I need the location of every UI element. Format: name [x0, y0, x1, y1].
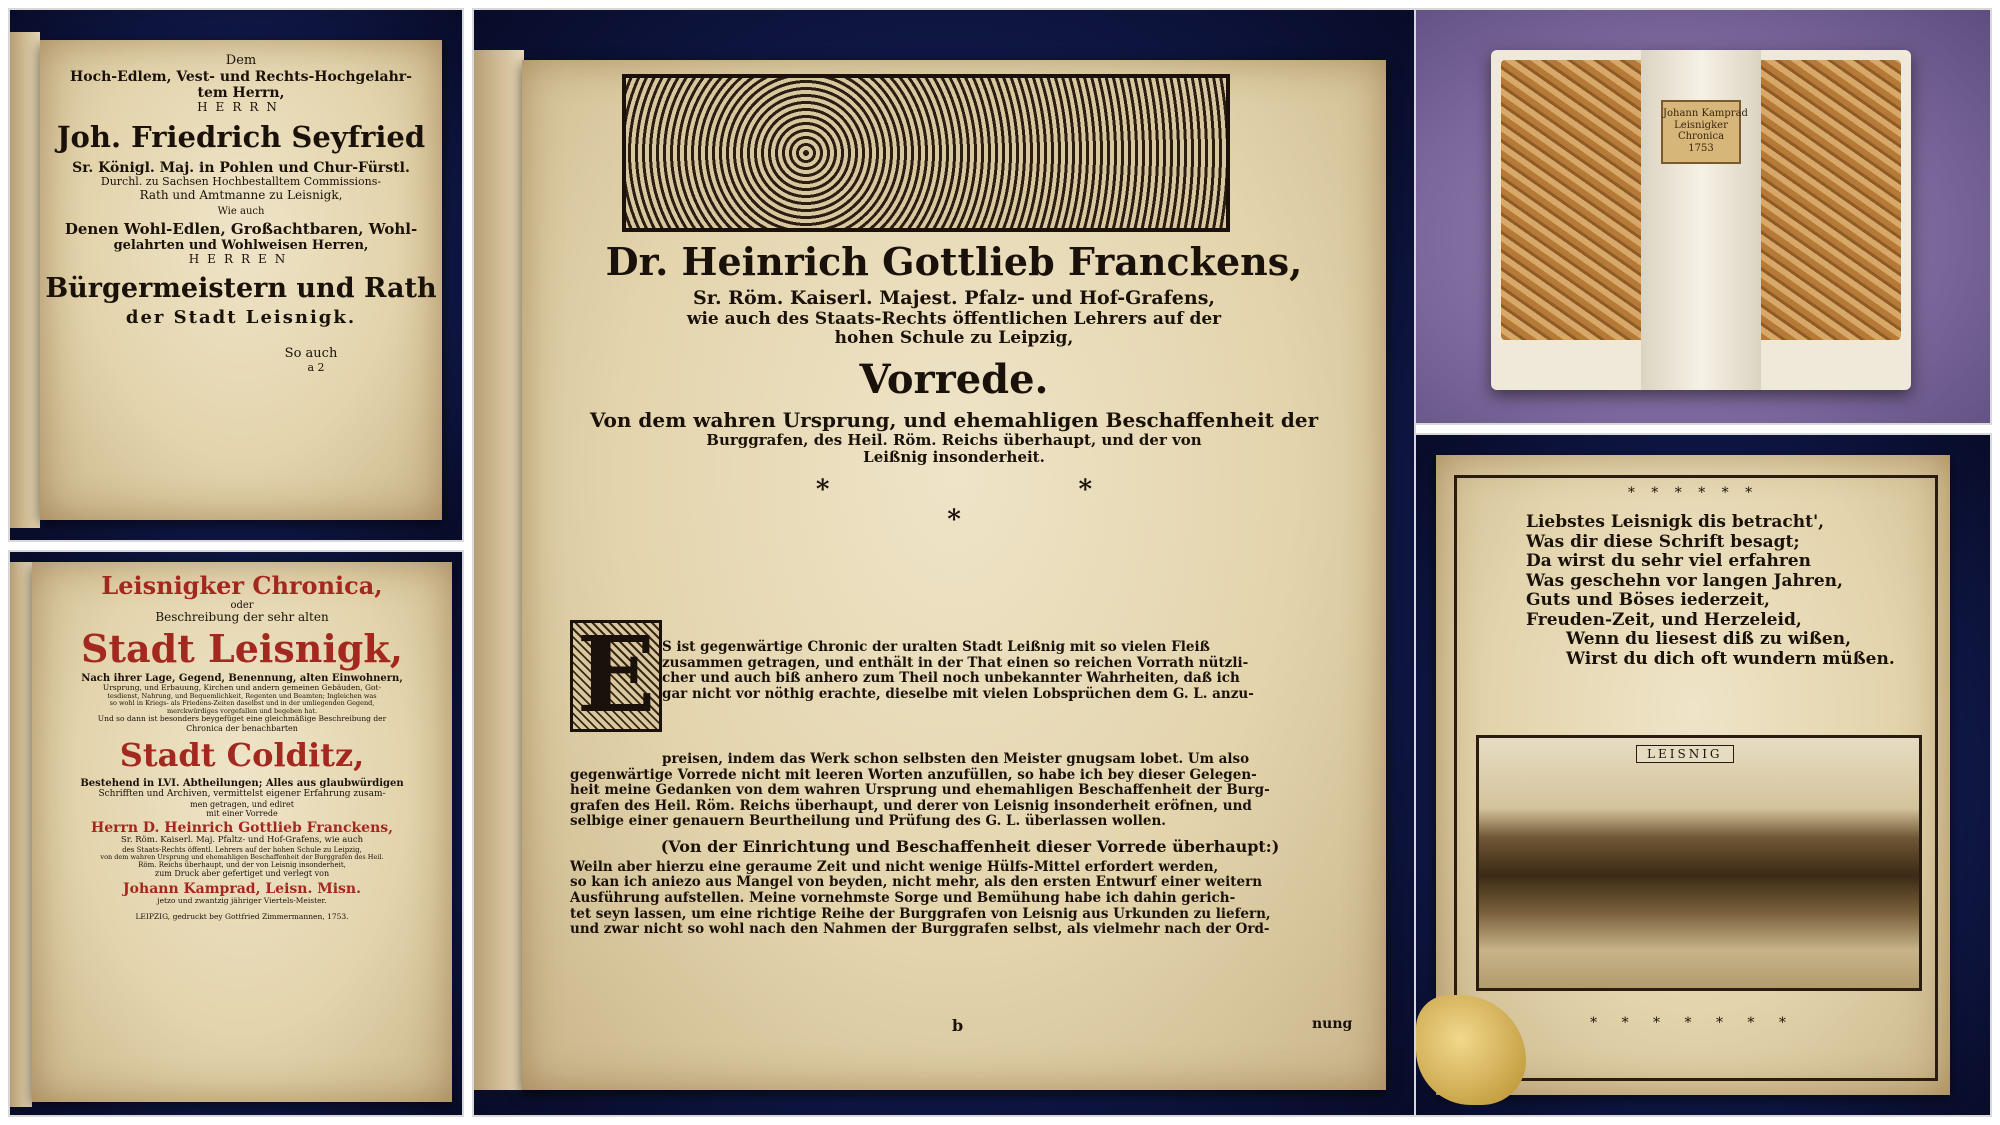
dedication-line: Hoch-Edlem, Vest- und Rechts-Hochgelahr- — [70, 68, 412, 85]
dedication-heading: Bürgermeistern und Rath — [45, 273, 437, 305]
preface-body-line: Weiln aber hierzu eine geraume Zeit und nicht wenige Hülfs-Mittel erfordert werden, — [570, 858, 1219, 875]
preface-subtitle: wie auch des Staats-Rechts öffentlichen Lehrers auf der — [686, 308, 1222, 329]
preface-body-line: preisen, indem das Werk schon selbsten den Meister gnugsam lobet. Um also — [662, 751, 1250, 767]
preface-subtitle: hohen Schule zu Leipzig, — [834, 328, 1074, 349]
photo-preface-page — [474, 10, 1414, 1115]
preface-body-line: selbige einer genauern Beurtheilung und Prüfung des G. L. überlassen wollen. — [570, 813, 1166, 830]
dedication-line: Rath und Amtmanne zu Leisnigk, — [139, 188, 343, 202]
title-line: Beschreibung der sehr alten — [155, 610, 329, 625]
dedication-line: Durchl. zu Sachsen Hochbestalltem Commissions- — [100, 175, 382, 189]
photo-book-binding — [1416, 10, 1990, 423]
preface-subhead: (Von der Einrichtung und Beschaffenheit dieser Vorrede überhaupt:) — [660, 836, 1280, 856]
dedication-line: der Stadt Leisnigk. — [125, 307, 357, 329]
dedication-page — [40, 40, 442, 520]
title-line: Bestehend in LVI. Abtheilungen; Alles aus glaubwürdigen — [80, 777, 404, 789]
title-line: Sr. Röm. Kaiserl. Maj. Pfaltz- und Hof-Grafens, wie auch — [120, 835, 364, 846]
marbled-board-left — [1501, 60, 1641, 340]
poem-line: Freuden-Zeit, und Herzeleid, — [1526, 609, 1802, 630]
spine-label-line: Chronica — [1677, 131, 1725, 142]
preface-topic: Burggrafen, des Heil. Röm. Reichs überhaupt, und der von — [706, 430, 1202, 449]
dedication-line: So auch — [284, 346, 338, 362]
title-city-leisnigk: Stadt Leisnigk, — [81, 625, 403, 671]
poem-line: Guts und Böses iederzeit, — [1526, 590, 1770, 611]
preface-body-line: heit meine Gedanken von dem wahren Ursprung und ehemahligen Beschaffenheit der Burg- — [570, 782, 1270, 799]
preface-page — [522, 60, 1386, 1090]
page-edge — [10, 562, 32, 1107]
poem-stars-bottom: * * * * * * * — [1590, 1015, 1796, 1031]
page-edge — [10, 32, 40, 528]
title-line: zum Druck aber gefertiget und verlegt von — [154, 869, 330, 879]
dedication-line: Wie auch — [217, 205, 265, 217]
preface-body-line: grafen des Heil. Röm. Reichs überhaupt, und derer von Leisnig insonderheit eröfnen, und — [570, 797, 1252, 814]
title-line: Und so dann ist besonders beygefüget eine gleichmäßige Beschreibung der — [97, 714, 387, 724]
woodcut-banner: LEISNIG — [1636, 745, 1734, 763]
title-line: so wohl in Kriegs- als Friedens-Zeiten daselbst und in der umliegenden Gegend, — [109, 699, 375, 708]
title-city-colditz: Stadt Colditz, — [119, 735, 365, 774]
poem-line: Da wirst du sehr viel erfahren — [1526, 551, 1811, 572]
dedication-line: tem Herrn, — [197, 85, 285, 102]
preface-body-line: so kan ich aniezo aus Mangel von beyden, nicht mehr, als den ersten Entwurf einer weitern — [570, 874, 1263, 891]
preface-body-line: S ist gegenwärtige Chronic der uralten Stadt Leißnig mit so vielen Fleiß — [662, 639, 1210, 655]
title-line: des Staats-Rechts öffentl. Lehrers auf der hohen Schule zu Leipzig, — [122, 845, 362, 854]
poem-line: Was geschehn vor langen Jahren, — [1526, 570, 1843, 591]
woodcut-city-view — [1476, 735, 1922, 991]
preface-subtitle: Sr. Röm. Kaiserl. Majest. Pfalz- und Hof-Grafens, — [692, 286, 1216, 309]
preface-body-line: und zwar nicht so wohl nach den Nahmen der Burggrafen selbst, als vielmehr nach der Ord- — [570, 921, 1270, 938]
page-signature: b — [952, 1016, 964, 1035]
preface-author: Dr. Heinrich Gottlieb Franckens, — [605, 239, 1303, 284]
title-line: Schrifften und Archiven, vermittelst eigener Erfahrung zusam- — [98, 789, 386, 800]
preface-topic: Leißnig insonderheit. — [863, 447, 1045, 466]
preface-body-line: Ausführung aufstellen. Meine vornehmste Sorge und Bemühung habe ich dahin gerich- — [570, 890, 1236, 906]
photo-frontispiece — [1416, 435, 1990, 1115]
preface-body-line: tet seyn lassen, um eine richtige Reihe der Burggrafen von Leisnig aus Urkunden zu liefern, — [570, 905, 1271, 922]
spine-label-line: Leisnigker — [1674, 119, 1728, 131]
title-page — [32, 562, 452, 1102]
title-line: oder — [230, 599, 254, 611]
title-imprint: LEIPZIG, gedruckt bey Gottfried Zimmermannen, 1753. — [135, 912, 349, 922]
poem-stars-top: * * * * * * — [1627, 485, 1759, 501]
preface-body-line: gegenwärtige Vorrede nicht mit leeren Worten anzufüllen, so habe ich bey dieser Gelegen- — [570, 766, 1257, 783]
title-line: mit einer Vorrede — [206, 808, 278, 818]
marbled-board-right — [1761, 60, 1901, 340]
dedication-line: Sr. Königl. Maj. in Pohlen und Chur-Fürstl. — [72, 160, 410, 177]
poem-line: Liebstes Leisnigk dis betracht', — [1526, 512, 1825, 532]
dedication-line: gelahrten und Wohlweisen Herren, — [113, 237, 369, 253]
dedication-line: HERREN — [188, 252, 294, 267]
dedication-line: Dem — [225, 53, 257, 68]
title-line: merckwürdiges vorgefallen und begeben hat. — [166, 706, 318, 715]
title-line: Röm. Reichs überhaupt, und der von Leisnig insonderheit, — [138, 861, 346, 870]
frontispiece-page — [1436, 455, 1950, 1095]
title-author: Herrn D. Heinrich Gottlieb Franckens, — [90, 819, 394, 836]
preface-body-line: gar nicht vor nöthig erachte, dieselbe mit vielen Lobsprüchen dem G. L. anzu- — [662, 685, 1254, 702]
dedication-line: Denen Wohl-Edlen, Großachtbaren, Wohl- — [64, 220, 418, 239]
preface-heading: Vorrede. — [859, 355, 1049, 403]
photo-dedication-page — [10, 10, 462, 540]
title-line: von dem wahren Ursprung und ehemahligen Beschaffenheit der Burggrafen des Heil. — [100, 852, 384, 861]
book-cover — [1491, 50, 1911, 390]
headpiece-ornament — [622, 74, 1230, 232]
title-heading: Leisnigker Chronica, — [101, 571, 383, 600]
poem-line: Wirst du dich oft wundern müßen. — [1566, 648, 1895, 669]
page-signature: a 2 — [307, 360, 325, 374]
title-line: Chronica der benachbarten — [186, 723, 298, 733]
page-edge — [474, 50, 524, 1090]
title-line: Nach ihrer Lage, Gegend, Benennung, alten Einwohnern, — [81, 672, 403, 684]
title-line: jetzo und zwantzig jähriger Viertels-Meister. — [157, 895, 327, 905]
title-line: tesdienst, Nahrung, und Bequemlichkeit, Regenten und Beamten; Ingleichen was — [107, 691, 377, 700]
title-publisher: Johann Kamprad, Leisn. Misn. — [123, 880, 361, 897]
preface-body-line: zusammen getragen, und enthält in der That einen so reichen Vorrath nützli- — [662, 654, 1249, 671]
preface-body-line: cher und auch biß anhero zum Theil noch unbekannter Wahrheiten, daß ich — [662, 670, 1240, 687]
dedication-line: HERRN — [197, 100, 285, 115]
preface-topic: Von dem wahren Ursprung, und ehemahligen Beschaffenheit der — [589, 407, 1319, 432]
spine-label-line: 1753 — [1688, 142, 1714, 154]
photo-title-page — [10, 552, 462, 1115]
poem-line: Was dir diese Schrift besagt; — [1526, 531, 1800, 552]
preface-stars: * * — [815, 475, 1213, 506]
poem-line: Wenn du liesest diß zu wißen, — [1566, 629, 1851, 650]
title-line: Ursprung, und Erbauung, Kirchen und andern gemeinen Gebäuden, Got- — [102, 683, 382, 693]
dedication-name: Joh. Friedrich Seyfried — [56, 119, 426, 154]
catchword: nung — [1312, 1016, 1353, 1032]
title-line: men getragen, und ediret — [190, 799, 294, 809]
spine-label — [1661, 100, 1748, 164]
spine-label-line: Johann Kamprad — [1663, 108, 1748, 119]
drop-cap-initial: E — [570, 620, 662, 732]
preface-star: * — [947, 505, 961, 536]
